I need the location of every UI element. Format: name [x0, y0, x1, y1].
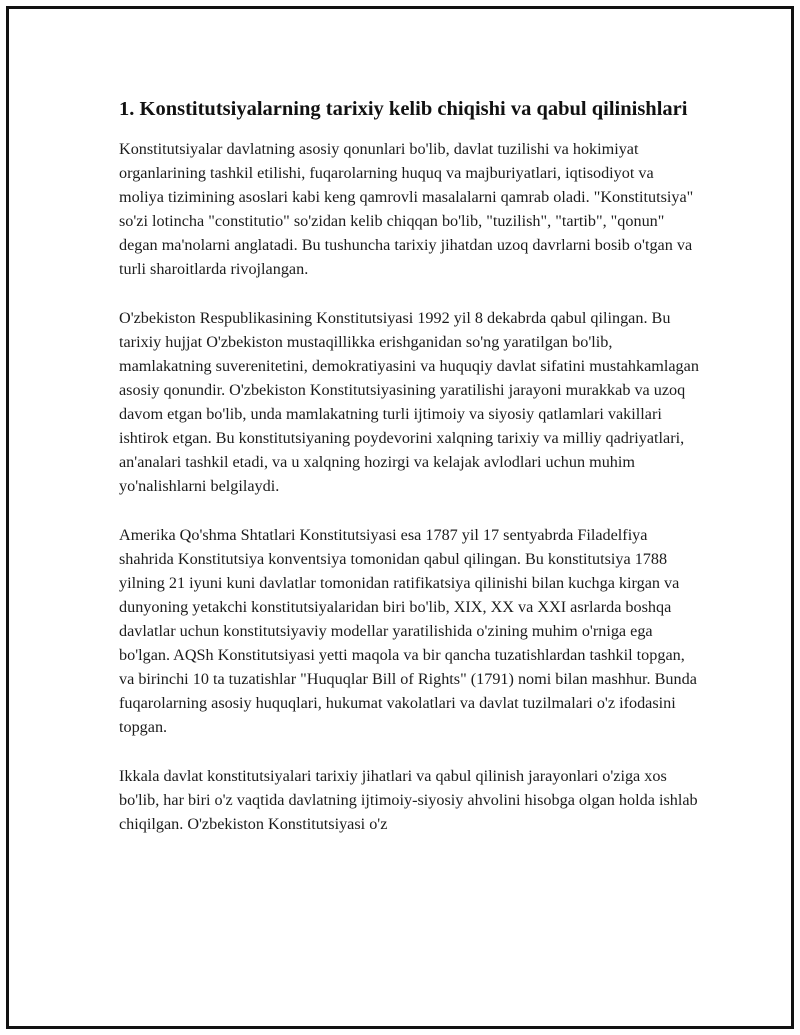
paragraph-comparison: Ikkala davlat konstitutsiyalari tarixiy jihatlari va qabul qilinish jarayonlari o'ziga xos bo'lib, har biri o'z vaqtida davlatning ijtimoiy-siyosiy ahvolini hisobga olgan holda ishlab chiqilgan. O'zbekiston Konstitutsiyasi o'z	[119, 767, 698, 833]
page-frame	[6, 6, 794, 1029]
document-body	[119, 95, 699, 861]
paragraph-uzbekistan-constitution: O'zbekiston Respublikasining Konstitutsiyasi 1992 yil 8 dekabrda qabul qilingan. Bu tarixiy hujjat O'zbekiston mustaqillikka erishganidan so'ng yaratilgan bo'lib, mamlakatning suverenitetini, demokratiyasini va huquqiy davlat sifatini mustahkamlagan asosiy qonundir. O'zbekiston Konstitutsiyasining yaratilishi jarayoni murakkab va uzoq davom etgan bo'lib, unda mamlakatning turli ijtimoiy va siyosiy qatlamlari vakillari ishtirok etgan. Bu konstitutsiyaning poydevorini xalqning tarixiy va milliy qadriyatlari, an'analari tashkil etadi, va u xalqning hozirgi va kelajak avlodlari uchun muhim yo'nalishlarni belgilaydi.	[119, 309, 699, 495]
paragraph-us-constitution: Amerika Qo'shma Shtatlari Konstitutsiyasi esa 1787 yil 17 sentyabrda Filadelfiya shahrida Konstitutsiya konventsiya tomonidan qabul qilingan. Bu konstitutsiya 1788 yilning 21 iyuni kuni davlatlar tomonidan ratifikatsiya qilinishi bilan kuchga kirgan va dunyoning yetakchi konstitutsiyalaridan biri bo'lib, XIX, XX va XXI asrlarda boshqa davlatlar uchun konstitutsiyaviy modellar yaratilishida o'zining muhim o'rniga ega bo'lgan. AQSh Konstitutsiyasi yetti maqola va bir qancha tuzatishlardan tashkil topgan, va birinchi 10 ta tuzatishlar "Huquqlar Bill of Rights" (1791) nomi bilan mashhur. Bunda fuqarolarning asosiy huquqlari, hukumat vakolatlari va davlat tuzilmalari o'z ifodasini topgan.	[119, 526, 697, 736]
paragraph-definition: Konstitutsiyalar davlatning asosiy qonunlari bo'lib, davlat tuzilishi va hokimiyat organlarining tashkil etilishi, fuqarolarning huquq va majburiyatlari, iqtisodiyot va moliya tizimining asoslari kabi keng qamrovli masalalarni qamrab oladi. "Konstitutsiya" so'zi lotincha "constitutio" so'zidan kelib chiqqan bo'lib, "tuzilish", "tartib", "qonun" degan ma'nolarni anglatadi. Bu tushuncha tarixiy jihatdan uzoq davrlarni bosib o'tgan va turli sharoitlarda rivojlangan.	[119, 140, 694, 278]
section-heading: 1. Konstitutsiyalarning tarixiy kelib chiqishi va qabul qilinishlari	[119, 98, 688, 120]
